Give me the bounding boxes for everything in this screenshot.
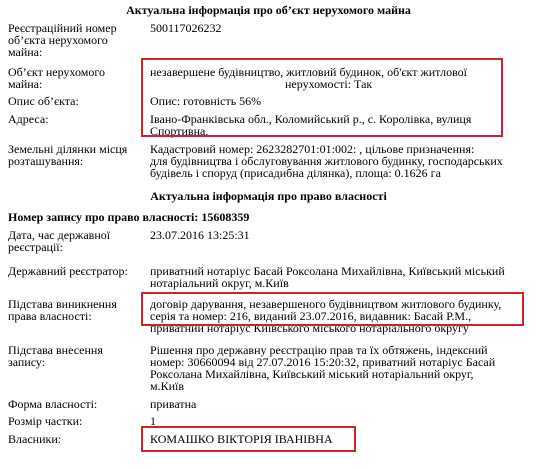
object-label: Об’єкт нерухомого майна: (8, 65, 105, 91)
ownership-form-label: Форма власності: (8, 397, 98, 411)
ownership-form-value: приватна (150, 397, 197, 411)
reg-number-value: 500117026232 (150, 21, 222, 35)
description-label: Опис об’єкта: (8, 94, 79, 108)
section-title-property: Актуальна інформація про об’єкт нерухомого майна (126, 3, 411, 17)
share-value: 1 (150, 414, 156, 428)
date-value: 23.07.2016 13:25:31 (150, 228, 250, 242)
highlight-box-owners (141, 426, 356, 452)
owners-label: Власники: (8, 432, 62, 446)
description-value: Опис: готовність 56% (150, 94, 262, 108)
date-label: Дата, час державної реєстрації: (8, 228, 111, 254)
address-label: Адреса: (8, 112, 49, 126)
land-value: Кадастровий номер: 2623282701:01:002: , цільове призначення: для будівництва і обслуговування житлового будинку, господарських будівель і споруд (присадибна ділянка), площа: 0.1626 га (150, 142, 503, 180)
share-label: Розмір частки: (8, 414, 83, 428)
basis-label: Підстава виникнення права власності: (8, 297, 117, 323)
address-value: Івано-Франківська обл., Коломийський р., с. Королівка, вулиця Спортивна, (150, 112, 472, 138)
reg-number-label: Реєстраційний номер об’єкта нерухомого майна: (8, 21, 117, 59)
registrar-label: Державний реєстратор: (8, 264, 128, 278)
highlight-box-object (141, 58, 503, 137)
registrar-value: приватний нотаріус Басай Роксолана Михайлівна, Київський міський нотаріальний округ, м.Київ (150, 264, 505, 290)
entry-basis-value: Рішення про державну реєстрацію прав та їх обтяжень, індексний номер: 30660094 від 27.07.2016 15:20:32, приватний нотаріус Басай Роксолана Михайлівна, Київський міський нотаріальний округ, м.Київ (150, 343, 496, 393)
object-value: незавершене будівництво, житловий будинок, об'єкт житлової нерухомості: Так (150, 65, 468, 91)
highlight-box-basis (141, 292, 524, 326)
entry-basis-label: Підстава внесення запису: (8, 343, 103, 369)
record-number: Номер запису про право власності: 15608359 (8, 210, 250, 224)
owners-value: КОМАШКО ВІКТОРІЯ ІВАНІВНА (150, 432, 333, 446)
section-title-ownership: Актуальна інформація про право власності (150, 189, 387, 203)
basis-value: договір дарування, незавершеного будівництвом житлового будинку, серія та номер: 216, виданий 23.07.2016, видавник: Басай Р.М., приватний нотаріус Київського міського нотаріального округу (150, 297, 502, 335)
land-label: Земельні ділянки місця розташування: (8, 142, 128, 168)
